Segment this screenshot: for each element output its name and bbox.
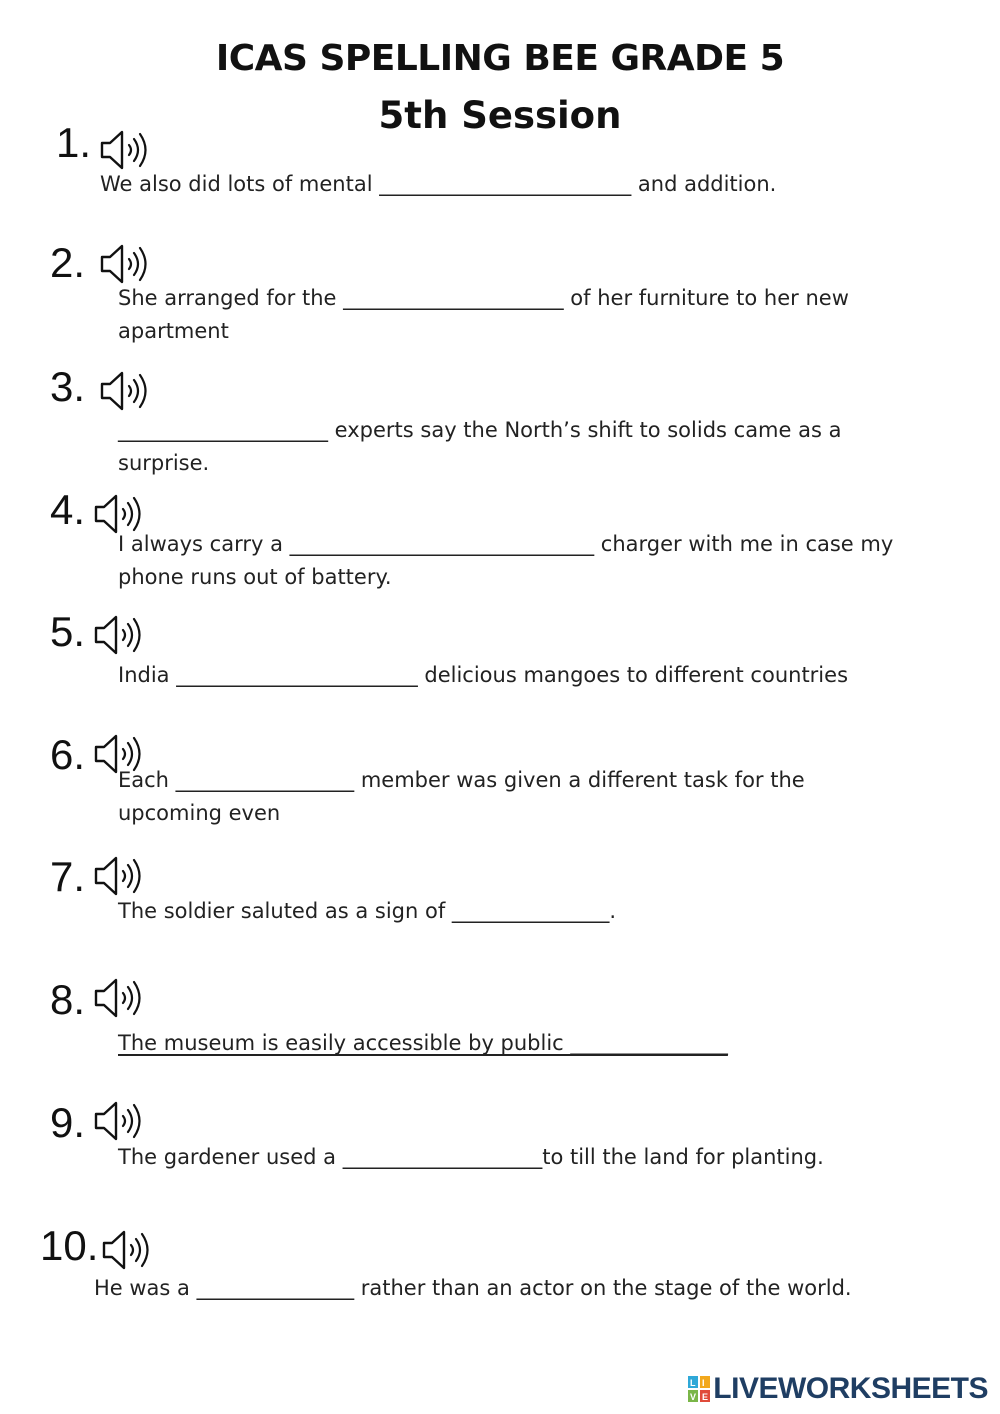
sentence-line: Each _________________ member was given a different task for the <box>118 768 805 792</box>
liveworksheets-logo-icon <box>688 1376 710 1402</box>
sentence-line: She arranged for the _____________________ of her furniture to her new <box>118 286 849 310</box>
speaker-icon[interactable] <box>98 240 154 288</box>
speaker-icon[interactable] <box>92 1097 148 1145</box>
sentence-line: The museum is easily accessible by public _______________ <box>118 1031 728 1055</box>
speaker-icon[interactable] <box>92 611 148 659</box>
question-sentence <box>118 764 805 830</box>
question-sentence <box>118 282 849 348</box>
liveworksheets-brand <box>688 1372 988 1406</box>
sentence-line: The gardener used a ___________________to till the land for planting. <box>118 1145 824 1169</box>
speaker-glyph <box>92 1097 148 1145</box>
sentence-line: He was a _______________ rather than an actor on the stage of the world. <box>94 1276 852 1300</box>
svg-text:E: E <box>702 1392 709 1402</box>
sentence-line: India _______________________ delicious mangoes to different countries <box>118 663 849 687</box>
speaker-icon[interactable] <box>92 852 148 900</box>
sentence-line: ____________________ experts say the North’s shift to solids came as a <box>118 418 842 442</box>
speaker-icon[interactable] <box>100 1226 156 1274</box>
question-sentence <box>118 1027 728 1060</box>
worksheet-subtitle: 5th Session <box>378 94 622 137</box>
speaker-glyph <box>98 126 154 174</box>
question-sentence <box>94 1272 852 1305</box>
question-sentence <box>118 1141 824 1174</box>
speaker-glyph <box>92 974 148 1022</box>
sentence-line: The soldier saluted as a sign of _______________. <box>118 899 617 923</box>
worksheet-title: ICAS SPELLING BEE GRADE 5 <box>215 38 785 79</box>
sentence-line: upcoming even <box>118 801 281 825</box>
speaker-icon[interactable] <box>98 367 154 415</box>
sentence-line: apartment <box>118 319 229 343</box>
speaker-icon[interactable] <box>92 974 148 1022</box>
sentence-line: phone runs out of battery. <box>118 565 392 589</box>
question-number: 7. <box>50 853 86 900</box>
speaker-glyph <box>100 1226 156 1274</box>
question-number: 3. <box>50 363 86 410</box>
speaker-glyph <box>98 367 154 415</box>
question-sentence <box>118 528 1000 594</box>
svg-text:I: I <box>702 1378 705 1388</box>
question-number: 4. <box>50 486 86 533</box>
svg-text:V: V <box>690 1392 697 1402</box>
sentence-line: We also did lots of mental ________________________ and addition. <box>100 172 777 196</box>
speaker-icon[interactable] <box>98 126 154 174</box>
brand-name: LIVEWORKSHEETS <box>713 1372 988 1405</box>
question-number: 2. <box>50 239 86 286</box>
sentence-line: surprise. <box>118 451 210 475</box>
speaker-glyph <box>98 240 154 288</box>
svg-text:L: L <box>690 1378 696 1388</box>
sentence-line: I always carry a _____________________________ charger with me in case my <box>118 532 894 556</box>
speaker-glyph <box>92 852 148 900</box>
question-number: 9. <box>50 1099 86 1146</box>
question-number: 1. <box>56 119 92 166</box>
question-sentence <box>100 168 776 201</box>
question-number: 5. <box>50 608 86 655</box>
question-number: 10. <box>40 1222 99 1269</box>
question-sentence <box>118 414 841 480</box>
question-number: 8. <box>50 976 86 1023</box>
speaker-glyph <box>92 611 148 659</box>
question-sentence <box>118 895 616 928</box>
question-number: 6. <box>50 731 86 778</box>
question-sentence <box>118 659 848 692</box>
